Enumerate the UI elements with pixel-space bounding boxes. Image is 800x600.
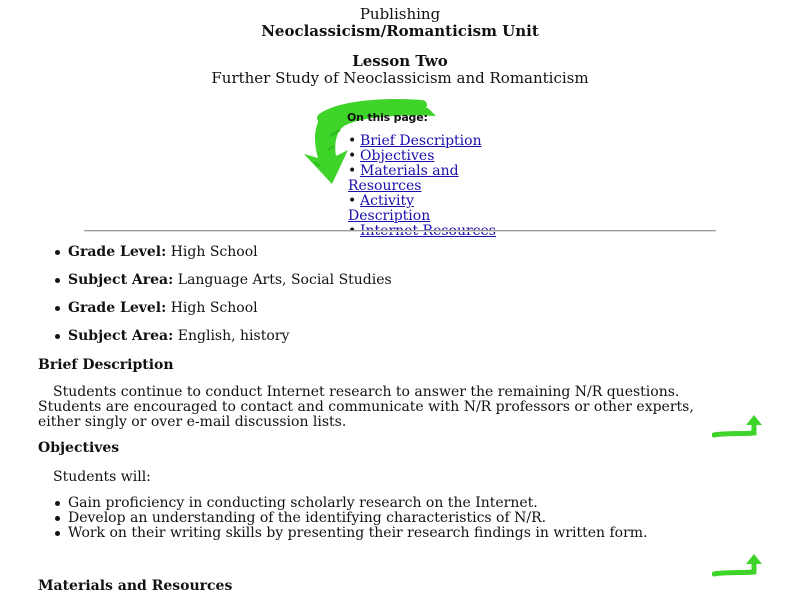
toc-item-materials xyxy=(348,164,498,194)
objectives-intro: Students will: xyxy=(53,469,151,485)
horizontal-divider xyxy=(84,230,716,232)
lesson-info-list xyxy=(38,244,392,356)
info-value: Language Arts, Social Studies xyxy=(177,272,392,288)
objectives-list xyxy=(38,496,648,541)
lesson-subtitle: Further Study of Neoclassicism and Romanticism xyxy=(211,69,589,87)
toc-link-activity-description[interactable]: Activity Description xyxy=(348,193,431,224)
info-value: High School xyxy=(170,300,258,316)
materials-heading: Materials and Resources xyxy=(38,578,233,594)
info-label: Grade Level: xyxy=(68,244,167,260)
info-item-grade-level xyxy=(38,244,392,272)
objectives-heading: Objectives xyxy=(38,440,120,456)
bullet: • xyxy=(348,148,357,164)
info-value: High School xyxy=(170,244,258,260)
info-item-grade-level xyxy=(38,300,392,328)
brief-description-text: Students continue to conduct Internet research to answer the remaining N/R questions. Students are encouraged to contact and communicate with N/R professors or other experts, either singly or over e-mail discussion lists. xyxy=(38,384,694,430)
publisher-label: Publishing xyxy=(359,5,441,23)
toc-link-materials[interactable]: Materials and Resources xyxy=(348,163,459,194)
on-this-page-label: On this page: xyxy=(347,111,428,124)
toc-item-activity-description xyxy=(348,194,498,224)
info-label: Subject Area: xyxy=(68,272,174,288)
green-up-arrow-icon[interactable] xyxy=(712,413,764,441)
bullet: • xyxy=(348,223,357,239)
objective-item: Develop an understanding of the identifying characteristics of N/R. xyxy=(38,511,648,526)
toc-link-brief-description[interactable]: Brief Description xyxy=(360,133,482,149)
info-item-subject-area xyxy=(38,328,392,356)
bullet: • xyxy=(348,193,357,209)
bullet: • xyxy=(348,133,357,149)
info-item-subject-area xyxy=(38,272,392,300)
brief-description-heading: Brief Description xyxy=(38,357,174,373)
green-up-arrow-icon[interactable] xyxy=(712,552,764,580)
objective-item: Gain proficiency in conducting scholarly research on the Internet. xyxy=(38,496,648,511)
info-label: Grade Level: xyxy=(68,300,167,316)
unit-title: Neoclassicism/Romanticism Unit xyxy=(261,22,539,40)
toc-item-objectives xyxy=(348,149,498,164)
toc-link-objectives[interactable]: Objectives xyxy=(360,148,435,164)
toc-item-brief-description xyxy=(348,134,498,149)
bullet: • xyxy=(348,163,357,179)
toc-link-internet-resources[interactable]: Internet Resources xyxy=(360,223,496,239)
page-toc xyxy=(348,134,498,239)
objective-item: Work on their writing skills by presenting their research findings in written form. xyxy=(38,526,648,541)
info-label: Subject Area: xyxy=(68,328,174,344)
info-value: English, history xyxy=(177,328,290,344)
lesson-title: Lesson Two xyxy=(352,52,448,70)
